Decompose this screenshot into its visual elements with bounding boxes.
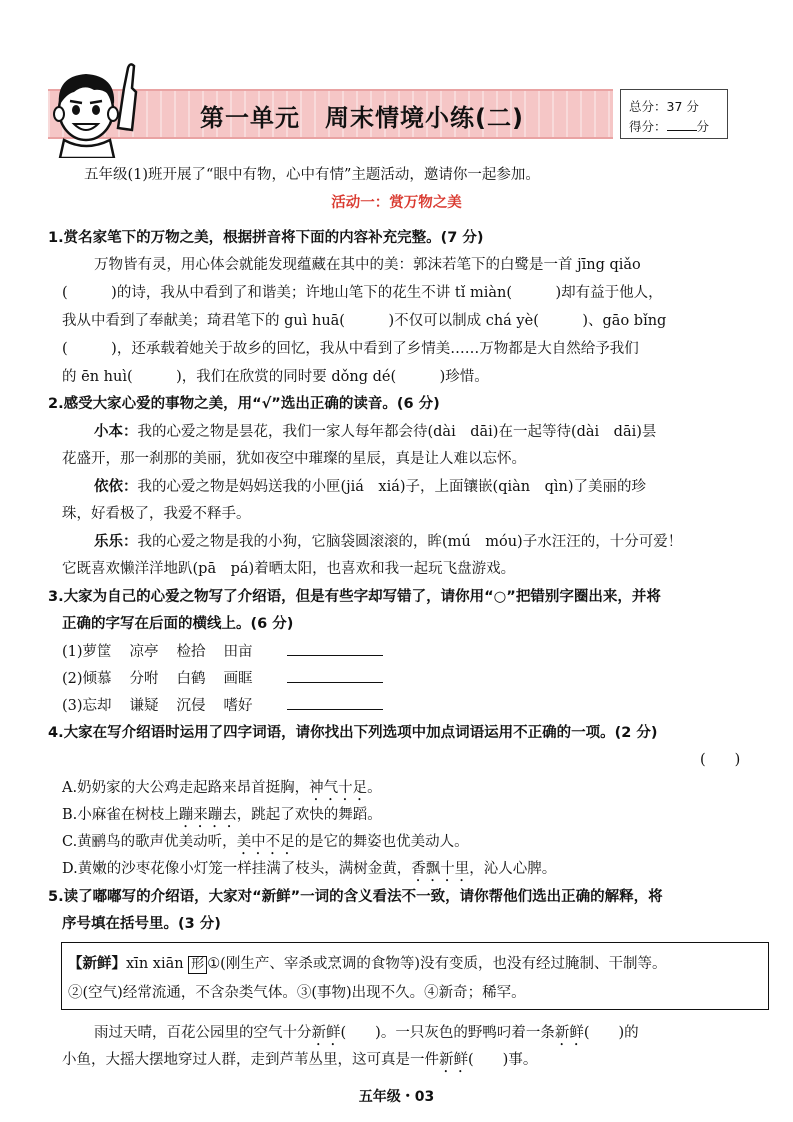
q5-passage-line-2 [62,1048,537,1076]
definition-line-2: ②(空气)经常流通，不含杂类气体。③(事物)出现不久。④新奇；稀罕。 [68,985,526,1001]
part-of-speech-tag: 形 [188,956,207,974]
q4-option-c[interactable] [62,830,469,858]
cartoon-boy-mascot-icon [44,58,148,158]
q4-option-c-pre: C.黄鹂鸟的歌声优美动听， [62,834,237,850]
definition-pinyin: xīn xiān [126,956,184,972]
score-blank[interactable] [667,130,697,131]
page-footer: 五年级・03 [358,1089,435,1105]
q2-para-1-line-2: 花盛开，那一刹那的美丽，犹如夜空中璀璨的星辰，真是让人难以忘怀。 [62,451,526,467]
q5-passage-1-post: ( )的 [583,1025,639,1041]
q5-dotted-word-3: 新鲜 [439,1052,468,1068]
q1-number: 1. [48,230,64,246]
q3-row-3-word-3[interactable]: 沉侵 [176,698,206,714]
q4-option-b-pre: B.小麻雀在树枝上 [62,807,179,823]
q4-option-d-pre: D.黄嫩的沙枣花像小灯笼一样挂满了枝头，满树金黄， [62,861,412,877]
q3-row-1-word-2[interactable]: 凉亭 [129,644,159,660]
q4-option-b-dotted: 蹦来蹦去 [178,807,237,823]
q3-row-1-word-4[interactable]: 田亩 [223,644,253,660]
q3-row-3-word-2[interactable]: 谦疑 [129,698,159,714]
score-unit: 分 [696,119,710,134]
q2-para-3-line-1 [94,530,682,551]
score-field [629,117,709,135]
q5-passage-line-1 [94,1021,639,1049]
q2-stem-text: 感受大家心爱的事物之美，用“√”选出正确的读音。(6 分) [63,396,440,412]
q3-stem-line-1 [48,585,661,606]
q3-stem-text-1: 大家为自己的心爱之物写了介绍语，但是有些字却写错了，请你用“○”把错别字圈出来，并将 [63,589,661,605]
q4-stem [48,721,658,742]
q1-line-4: ( )，还承载着她关于故乡的回忆，我从中看到了乡情美……万物都是大自然给予我们 [62,341,639,357]
q5-passage-1-pre: 雨过天晴，百花公园里的空气十分 [94,1025,312,1041]
q3-row-1-word-1[interactable]: 萝筐 [82,644,112,660]
q5-number: 5. [48,889,64,905]
q1-line-2: ( )的诗，我从中看到了和谐美；许地山笔下的花生不讲 tǐ miàn( )却有益于他人， [62,285,663,301]
q2-para-3-line-2: 它既喜欢懒洋洋地趴(pā pá)着晒太阳，也喜欢和我一起玩飞盘游戏。 [62,561,516,577]
q3-row-2-word-1[interactable]: 倾慕 [82,671,112,687]
definition-sense-1: ①(刚生产、宰杀或烹调的食物等)没有变质，也没有经过腌制、干制等。 [207,956,667,972]
q2-stem [48,392,440,413]
q3-row-3-label: (3) [62,698,83,714]
q4-option-c-dotted: 美中不足 [236,834,295,850]
unit-title: 第一单元 周末情境小练(二) [200,104,524,132]
q4-option-b-post: ，跳起了欢快的舞蹈。 [236,807,382,823]
q1-stem [48,226,484,247]
q3-row-1 [62,640,253,661]
q4-number: 4. [48,725,64,741]
q4-option-d-dotted: 香飘十里 [411,861,470,877]
q2-para-3-text: 我的心爱之物是我的小狗，它脑袋圆滚滚的，眸(mú móu)子水汪汪的，十分可爱！ [137,534,683,550]
q4-option-a-pre: A.奶奶家的大公鸡走起路来昂首挺胸， [62,780,310,796]
q5-stem-text-1: 读了嘟嘟写的介绍语，大家对“新鲜”一词的含义看法不一致，请你帮他们选出正确的解释，将 [63,889,663,905]
speaker-xiaoben: 小本： [94,424,138,440]
q4-option-d[interactable] [62,857,556,885]
q3-number: 3. [48,589,64,605]
q5-stem-line-1 [48,885,663,906]
q4-stem-text: 大家在写介绍语时运用了四字词语，请你找出下列选项中加点词语运用不正确的一项。(2 分) [63,725,658,741]
q3-row-2-answer-line[interactable] [287,682,383,683]
speaker-lele: 乐乐： [94,534,138,550]
q4-option-d-post: ，沁人心脾。 [469,861,557,877]
q3-row-2-word-2[interactable]: 分咐 [129,671,159,687]
q5-passage-2-pre: 小鱼，大摇大摆地穿过人群，走到芦苇丛里，这可真是一件 [62,1052,439,1068]
q5-dotted-word-1: 新鲜 [311,1025,341,1041]
definition-headword: 【新鲜】 [68,956,126,972]
speaker-yiyi: 依依： [94,479,138,495]
q2-para-1-line-1 [94,420,656,441]
q5-stem-line-2: 序号填在括号里。(3 分) [62,916,221,932]
q2-para-1-text: 我的心爱之物是昙花，我们一家人每年都会待(dài dāi)在一起等待(dài dāi)昙 [137,424,657,440]
q3-row-3-answer-line[interactable] [287,709,383,710]
q2-number: 2. [48,396,64,412]
q5-passage-1-mid: ( )。一只灰色的野鸭叼着一条 [340,1025,555,1041]
q3-row-2-word-3[interactable]: 白鹤 [176,671,206,687]
q2-para-2-line-1 [94,475,646,496]
q5-dotted-word-2: 新鲜 [554,1025,584,1041]
q2-para-2-text: 我的心爱之物是妈妈送我的小匣(jiá xiá)子，上面镶嵌(qiàn qìn)了美丽的珍 [137,479,647,495]
q3-row-1-label: (1) [62,644,83,660]
definition-line-1 [68,952,667,974]
total-score: 总分：37 分 [629,99,699,114]
q3-stem-line-2: 正确的字写在后面的横线上。(6 分) [62,616,294,632]
q4-option-a-post: 。 [367,780,382,796]
q3-row-2-word-4[interactable]: 画眶 [223,671,253,687]
q1-stem-text: 赏名家笔下的万物之美，根据拼音将下面的内容补充完整。(7 分) [63,230,484,246]
q4-option-a-dotted: 神气十足 [309,780,368,796]
q1-line-1: 万物皆有灵，用心体会就能发现蕴藏在其中的美：郭沫若笔下的白鹭是一首 jīng qiǎo [94,257,641,273]
q4-answer-paren[interactable]: ( ) [700,752,741,768]
q3-row-3 [62,694,253,715]
q1-line-5: 的 ēn huì( )，我们在欣赏的同时要 dǒng dé( )珍惜。 [62,369,489,385]
q3-row-2-label: (2) [62,671,83,687]
q1-line-3: 我从中看到了奉献美；琦君笔下的 guì huā( )不仅可以制成 chá yè( )、gāo bǐng [62,313,667,329]
q3-row-3-word-1[interactable]: 忘却 [82,698,112,714]
score-label: 得分： [629,119,667,134]
score-box [620,89,728,139]
q2-para-2-line-2: 珠，好看极了，我爱不释手。 [62,506,251,522]
q4-option-a[interactable] [62,776,382,804]
intro-text: 五年级(1)班开展了“眼中有物，心中有情”主题活动，邀请你一起参加。 [84,167,540,183]
activity-title: 活动一：赏万物之美 [331,195,462,211]
q3-row-3-word-4[interactable]: 嗜好 [223,698,253,714]
q4-option-b[interactable] [62,803,382,831]
q4-option-c-post: 的是它的舞姿也优美动人。 [294,834,469,850]
q3-row-1-answer-line[interactable] [287,655,383,656]
q3-row-1-word-3[interactable]: 检拾 [176,644,206,660]
q3-row-2 [62,667,253,688]
q5-passage-2-post: ( )事。 [468,1052,538,1068]
